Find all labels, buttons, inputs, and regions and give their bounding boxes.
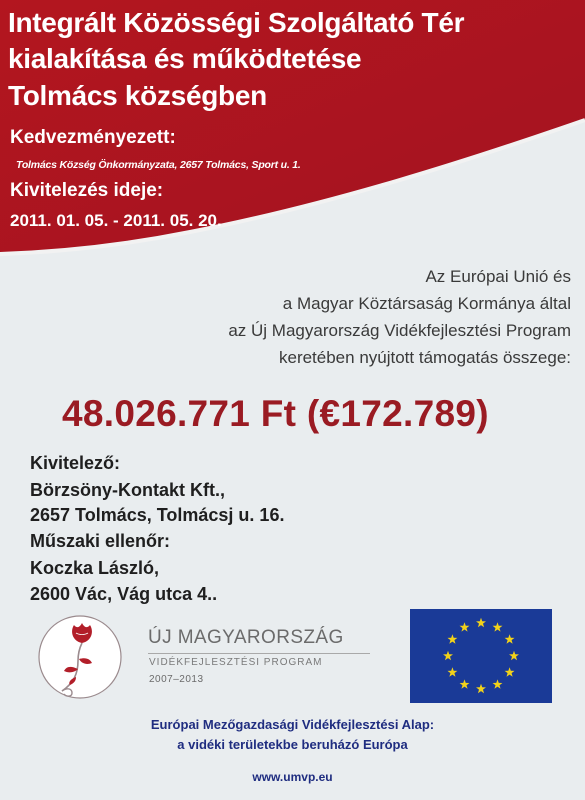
inspector-address: 2600 Vác, Vág utca 4.. xyxy=(30,584,218,604)
footer-url: www.umvp.eu xyxy=(252,770,333,784)
contractor-address: 2657 Tolmács, Tolmácsj u. 16. xyxy=(30,505,285,525)
eu-star-icon xyxy=(505,634,515,643)
eu-star-icon xyxy=(476,684,486,693)
program-years: 2007–2013 xyxy=(149,674,204,685)
beneficiary-label: Kedvezményezett: xyxy=(10,127,176,148)
eu-star-icon xyxy=(493,679,503,688)
support-line-4: keretében nyújtott támogatás összege: xyxy=(278,348,571,367)
title-line-1: Integrált Közösségi Szolgáltató Tér xyxy=(8,7,465,38)
title-line-2: kialakítása és működtetése xyxy=(8,43,362,74)
eu-star-icon xyxy=(505,667,515,676)
eu-flag-icon xyxy=(410,609,552,703)
beneficiary-value: Tolmács Község Önkormányzata, 2657 Tolmács, Sport u. 1. xyxy=(16,159,301,171)
eu-star-icon xyxy=(460,679,470,688)
eu-star-icon xyxy=(476,618,486,627)
inspector-label: Műszaki ellenőr: xyxy=(30,531,171,551)
inspector-name: Koczka László, xyxy=(30,558,160,578)
footer-line-2: a vidéki területekbe beruházó Európa xyxy=(177,737,408,752)
eu-star-icon xyxy=(447,634,457,643)
footer-line-1: Európai Mezőgazdasági Vidékfejlesztési Alap: xyxy=(150,717,435,732)
eu-star-icon xyxy=(460,622,470,631)
period-value: 2011. 01. 05. - 2011. 05. 20. xyxy=(10,211,222,230)
contractor-label: Kivitelező: xyxy=(30,453,121,473)
program-divider xyxy=(148,653,370,654)
support-amount: 48.026.771 Ft (€172.789) xyxy=(62,393,489,434)
support-line-3: az Új Magyarország Vidékfejlesztési Program xyxy=(228,321,571,340)
program-subtitle: VIDÉKFEJLESZTÉSI PROGRAM xyxy=(149,657,323,668)
contractor-name: Börzsöny-Kontakt Kft., xyxy=(30,480,225,500)
eu-star-icon xyxy=(443,651,453,660)
support-line-1: Az Európai Unió és xyxy=(425,267,571,286)
support-line-2: a Magyar Köztársaság Kormánya által xyxy=(282,294,571,313)
eu-star-icon xyxy=(447,667,457,676)
rose-logo-icon xyxy=(32,613,132,703)
title-line-3: Tolmács községben xyxy=(8,80,267,111)
program-title: ÚJ MAGYARORSZÁG xyxy=(148,627,344,648)
eu-star-icon xyxy=(493,622,503,631)
period-label: Kivitelezés ideje: xyxy=(10,180,164,201)
eu-star-icon xyxy=(509,651,519,660)
